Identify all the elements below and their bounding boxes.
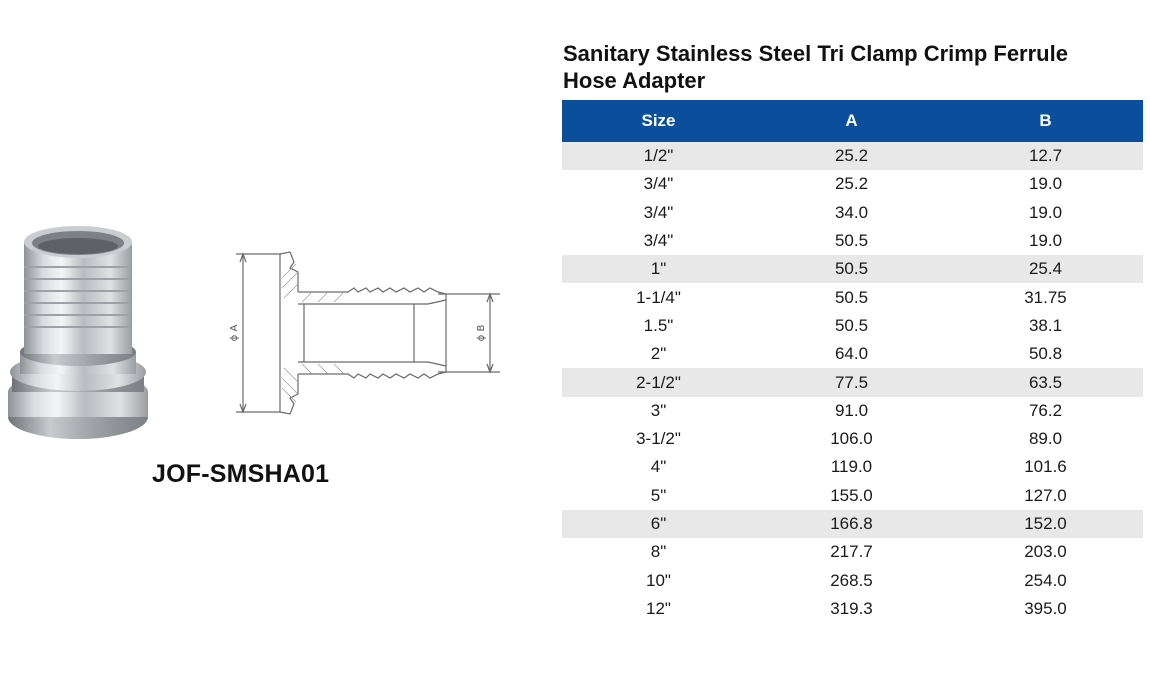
product-photo	[0, 212, 175, 452]
cell-b: 12.7	[948, 142, 1143, 170]
table-row	[562, 397, 1143, 425]
cell-b: 25.4	[948, 255, 1143, 283]
cell-b: 63.5	[948, 368, 1143, 396]
cell-b: 31.75	[1024, 287, 1067, 307]
cell-size: 8"	[650, 542, 667, 562]
table-row	[562, 595, 1143, 623]
table-row	[562, 453, 1143, 481]
table-row	[562, 340, 1143, 368]
cell-size: 10"	[646, 570, 671, 590]
cell-b: 19.0	[1028, 231, 1063, 251]
cell-a: 50.5	[834, 231, 869, 251]
table-row	[562, 170, 1143, 198]
table-row	[562, 368, 1143, 396]
cell-b: 76.2	[1028, 400, 1063, 420]
cell-a: 34.0	[834, 202, 869, 222]
cell-a: 50.5	[755, 255, 948, 283]
cell-a: 64.0	[834, 344, 869, 364]
cell-b: 395.0	[1024, 598, 1067, 618]
cell-size: 4"	[650, 457, 667, 477]
cell-size: 3/4"	[643, 231, 674, 251]
cell-b: 127.0	[1024, 485, 1067, 505]
table-row	[562, 482, 1143, 510]
table-row	[562, 255, 1143, 283]
dimension-a-label: ϕ A	[229, 324, 240, 342]
cell-a: 25.2	[755, 142, 948, 170]
table-row	[562, 227, 1143, 255]
cell-size: 1/2"	[562, 142, 755, 170]
table-row	[562, 142, 1143, 170]
header-size: Size	[562, 100, 755, 142]
cell-b: 89.0	[1028, 429, 1063, 449]
cell-a: 106.0	[830, 429, 873, 449]
cell-size: 1-1/4"	[636, 287, 681, 307]
cell-size: 12"	[646, 598, 671, 618]
cell-a: 25.2	[834, 174, 869, 194]
cell-size: 5"	[650, 485, 667, 505]
cell-a: 217.7	[830, 542, 873, 562]
cell-size: 3-1/2"	[636, 429, 681, 449]
cell-a: 77.5	[755, 368, 948, 396]
cell-a: 119.0	[830, 457, 873, 477]
header-a: A	[755, 100, 948, 142]
cell-b: 19.0	[1028, 174, 1063, 194]
table-body	[562, 142, 1143, 623]
table-row	[562, 312, 1143, 340]
cell-size: 2"	[650, 344, 667, 364]
table-row	[562, 283, 1143, 311]
cell-size: 3/4"	[643, 202, 674, 222]
cell-b: 101.6	[1024, 457, 1067, 477]
table-row	[562, 538, 1143, 566]
dimension-b-label: ϕ B	[476, 324, 487, 342]
table-header-row	[562, 100, 1143, 142]
cell-size: 6"	[562, 510, 755, 538]
table-row	[562, 510, 1143, 538]
header-b: B	[948, 100, 1143, 142]
cell-size: 1"	[562, 255, 755, 283]
cell-a: 50.5	[834, 315, 869, 335]
table-row	[562, 566, 1143, 594]
cell-a: 166.8	[755, 510, 948, 538]
cell-b: 152.0	[948, 510, 1143, 538]
cell-a: 155.0	[830, 485, 873, 505]
model-code: JOF-SMSHA01	[152, 460, 330, 488]
cell-a: 319.3	[830, 598, 873, 618]
cell-b: 203.0	[1024, 542, 1067, 562]
table-row	[562, 199, 1143, 227]
cell-size: 3/4"	[643, 174, 674, 194]
cell-b: 38.1	[1028, 315, 1063, 335]
cell-size: 1.5"	[643, 315, 674, 335]
cell-size: 2-1/2"	[562, 368, 755, 396]
technical-drawing	[218, 248, 518, 418]
cell-b: 254.0	[1024, 570, 1067, 590]
cell-b: 19.0	[1028, 202, 1063, 222]
cell-a: 268.5	[830, 570, 873, 590]
cell-a: 50.5	[834, 287, 869, 307]
dimension-table	[562, 100, 1143, 623]
cell-b: 50.8	[1028, 344, 1063, 364]
table-row	[562, 425, 1143, 453]
cell-a: 91.0	[834, 400, 869, 420]
cell-size: 3"	[650, 400, 667, 420]
page-title: Sanitary Stainless Steel Tri Clamp Crimp Ferrule Hose Adapter	[563, 41, 1068, 93]
